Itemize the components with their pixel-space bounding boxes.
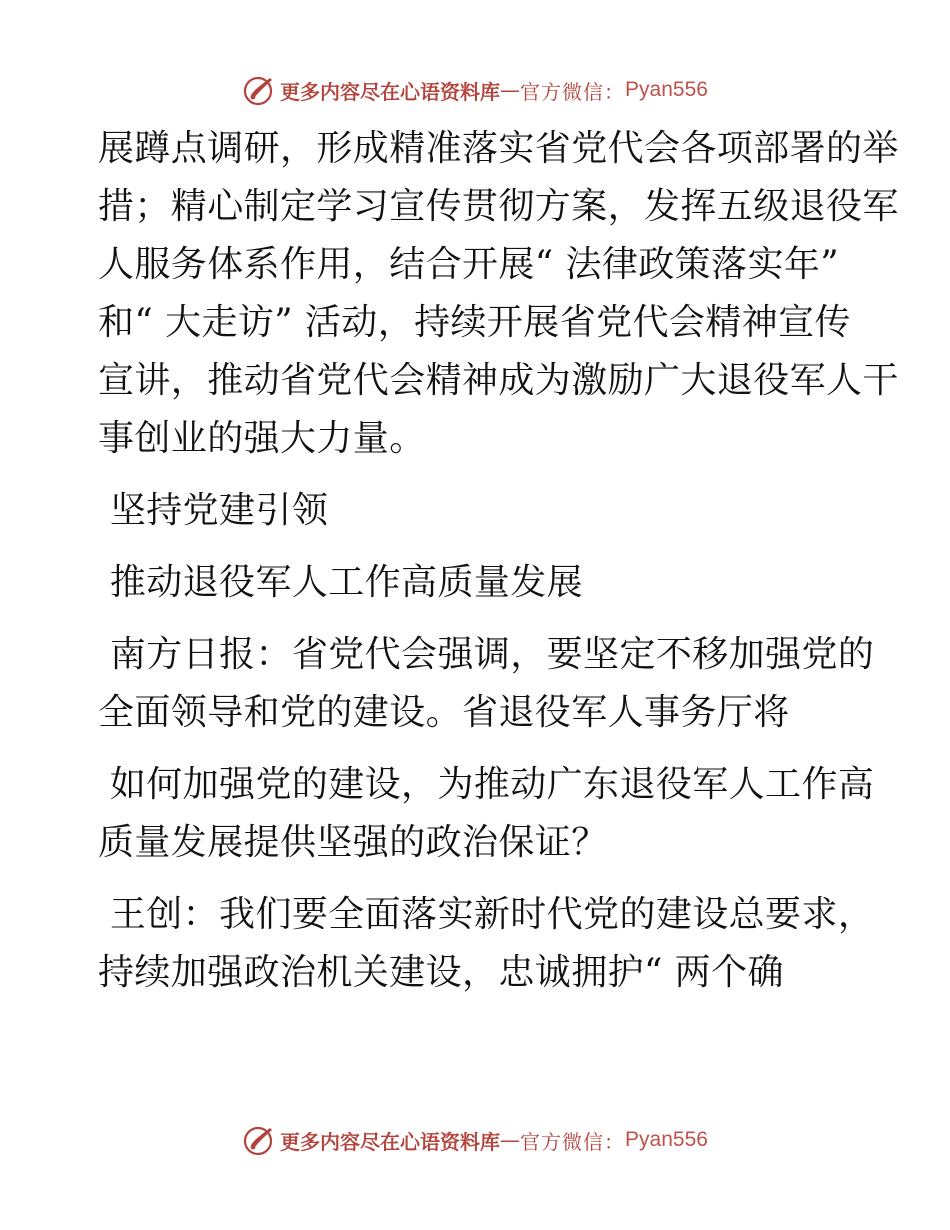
paragraph-answer	[98, 886, 875, 1002]
document-body	[98, 120, 899, 1002]
banner-wechat-label: 官方微信：	[520, 1129, 626, 1154]
banner-wechat-handle: Pyan556	[625, 78, 708, 101]
text-line: 事创业的强大力量。	[98, 418, 426, 459]
text-line: 和“ 大走访” 活动，持续开展省党代会精神宣传	[98, 302, 851, 343]
text-line: 如何加强党的建设，为推动广东退役军人工作高	[98, 764, 875, 805]
brush-logo-icon	[242, 73, 276, 107]
text-line: 人服务体系作用，结合开展“ 法律政策落实年”	[98, 244, 840, 285]
section-subheading: 推动退役军人工作高质量发展	[98, 562, 584, 603]
text-line: 宣讲，推动省党代会精神成为激励广大退役军人干	[98, 360, 899, 401]
banner-wechat-handle: Pyan556	[625, 1128, 708, 1151]
text-line: 南方日报：省党代会强调，要坚定不移加强党的	[98, 634, 875, 675]
banner-slogan: 更多内容尽在心语资料库	[280, 79, 501, 104]
paragraph-question-intro	[98, 626, 875, 742]
paragraph-question	[98, 756, 875, 872]
text-line: 持续加强政治机关建设，忠诚拥护“ 两个确	[98, 952, 784, 993]
brush-logo-icon	[242, 1123, 276, 1157]
text-line: 质量发展提供坚强的政治保证？	[98, 822, 608, 863]
text-line: 全面领导和党的建设。省退役军人事务厅将	[98, 692, 790, 733]
section-heading: 坚持党建引领	[98, 490, 329, 531]
header-banner	[0, 70, 950, 110]
banner-wechat-label: 官方微信：	[520, 79, 626, 104]
banner-separator: —	[500, 78, 521, 102]
text-line: 展蹲点调研，形成精准落实省党代会各项部署的举	[98, 128, 899, 169]
footer-banner	[0, 1120, 950, 1160]
banner-slogan: 更多内容尽在心语资料库	[280, 1129, 501, 1154]
text-line: 王创：我们要全面落实新时代党的建设总要求，	[98, 894, 875, 935]
paragraph-1	[98, 120, 899, 468]
text-line: 措；精心制定学习宣传贯彻方案，发挥五级退役军	[98, 186, 899, 227]
banner-separator: —	[500, 1128, 521, 1152]
